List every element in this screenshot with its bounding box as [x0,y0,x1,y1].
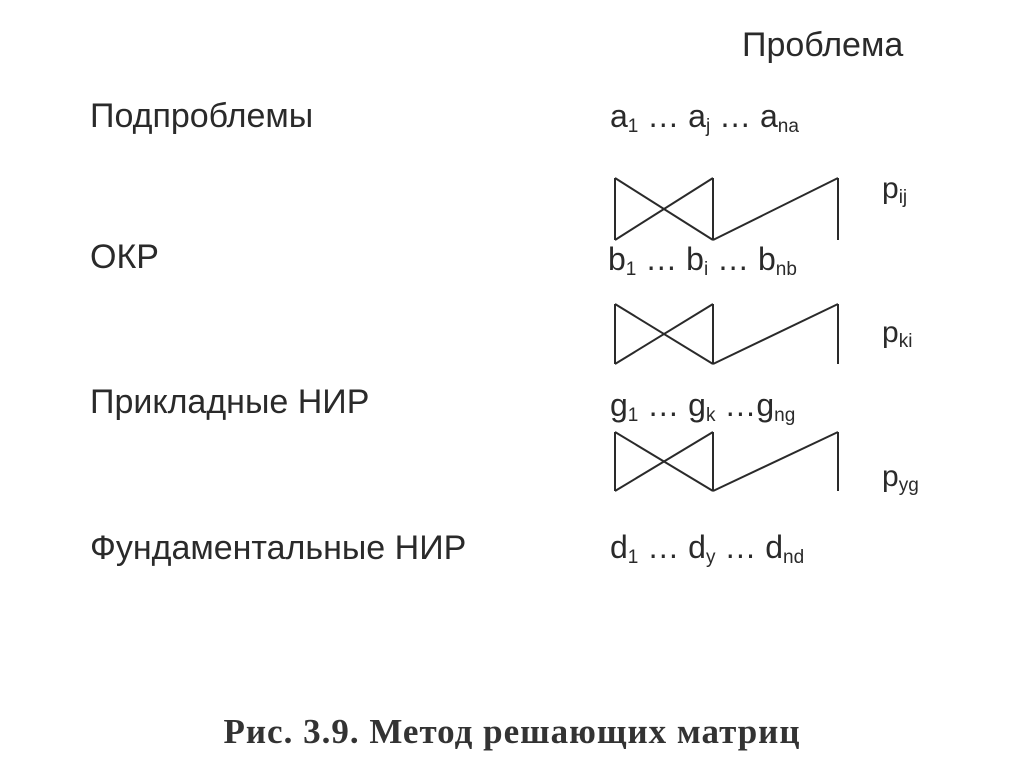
connector-block-bg [615,304,838,364]
sequence-a: $a_1$ … $a_j$ … $a_{na}$ [610,98,799,137]
figure-caption: Рис. 3.9. Метод решающих матриц [223,712,801,751]
relation-label-pij: $p_{ij}$ [882,172,908,208]
connector-block-ab [615,178,838,240]
sequence-b: $b_1$ … $b_i$ … $b_{nb}$ [608,241,797,280]
header-problem: Проблема [742,26,904,64]
level-label-fundamental-research: Фундаментальные НИР [90,529,467,567]
relation-label-pki: $p_{ki}$ [882,316,913,352]
relation-label-pyg: $p_{yg}$ [882,460,919,496]
sequence-g: $g_1$ … $g_k$ $\dots g_{ng}$ [610,387,796,426]
level-label-okr: ОКР [90,238,159,276]
level-label-subproblems: Подпроблемы [90,97,314,135]
level-label-applied-research: Прикладные НИР [90,383,370,421]
sequence-d: $d_1$ … $d_y$ … $d_{nd}$ [610,529,805,568]
connector-block-gd [615,432,838,491]
